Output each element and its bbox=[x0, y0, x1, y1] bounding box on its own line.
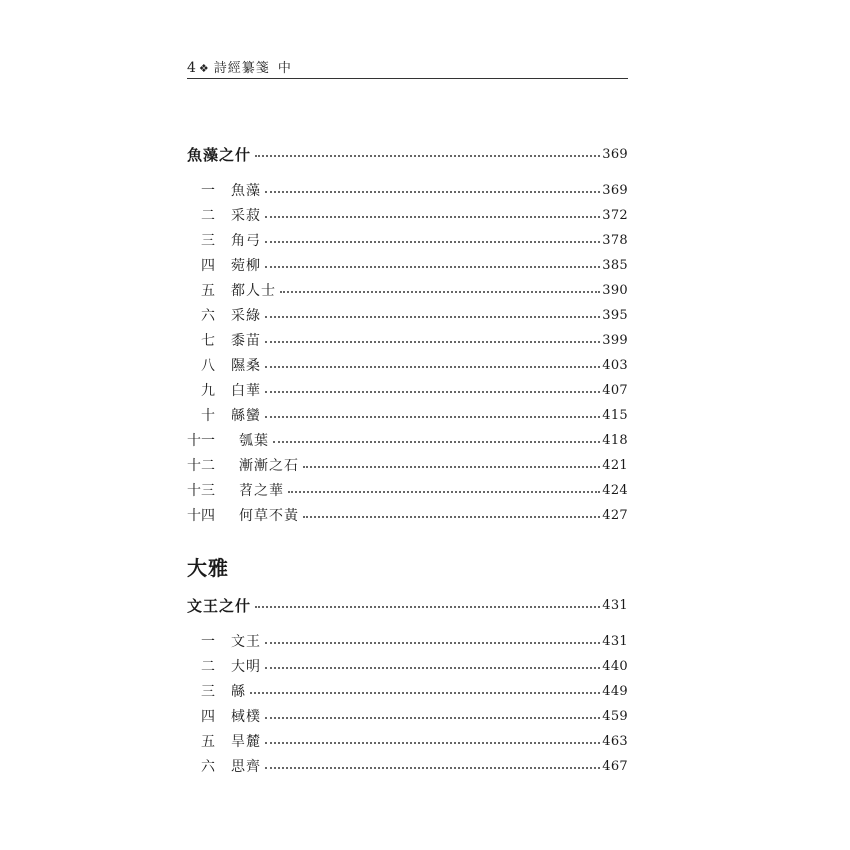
entry-page: 431 bbox=[602, 633, 628, 649]
leader-dots bbox=[303, 466, 600, 468]
leader-dots bbox=[265, 391, 600, 393]
entry-title: 棫樸 bbox=[231, 709, 261, 725]
entry-page: 378 bbox=[602, 232, 628, 248]
leader-dots bbox=[250, 692, 600, 694]
entry-number: 二 bbox=[201, 208, 215, 224]
toc-entry[interactable] bbox=[187, 479, 628, 501]
entry-number: 二 bbox=[201, 659, 215, 675]
entry-title: 白華 bbox=[231, 383, 261, 399]
toc-entry[interactable] bbox=[187, 705, 628, 727]
leader-dots bbox=[265, 717, 600, 719]
toc-entry[interactable] bbox=[187, 304, 628, 326]
entry-number: 九 bbox=[201, 383, 215, 399]
leader-dots bbox=[280, 291, 600, 293]
entry-number: 十一 bbox=[187, 433, 215, 449]
entry-page: 399 bbox=[602, 332, 628, 348]
toc-entry[interactable] bbox=[187, 429, 628, 451]
entry-page: 385 bbox=[602, 257, 628, 273]
volume-label: 中 bbox=[277, 61, 292, 76]
entry-title: 漸漸之石 bbox=[239, 458, 299, 474]
section-page: 369 bbox=[602, 146, 628, 162]
toc-entry[interactable] bbox=[187, 254, 628, 276]
entry-title: 文王 bbox=[231, 634, 261, 650]
entry-page: 421 bbox=[602, 457, 628, 473]
entry-title: 大明 bbox=[231, 659, 261, 675]
running-header bbox=[187, 56, 628, 76]
entry-page: 463 bbox=[602, 733, 628, 749]
leader-dots bbox=[255, 155, 600, 157]
leader-dots bbox=[265, 191, 600, 193]
entry-page: 424 bbox=[602, 482, 628, 498]
leader-dots bbox=[265, 416, 600, 418]
entry-page: 390 bbox=[602, 282, 628, 298]
leader-dots bbox=[265, 241, 600, 243]
entry-number: 十四 bbox=[187, 508, 215, 524]
leader-dots bbox=[265, 316, 600, 318]
toc-entry[interactable] bbox=[187, 630, 628, 652]
leader-dots bbox=[255, 606, 600, 608]
entry-number: 十二 bbox=[187, 458, 215, 474]
section-heading[interactable] bbox=[187, 594, 628, 616]
entry-title: 思齊 bbox=[231, 759, 261, 775]
entry-page: 418 bbox=[602, 432, 628, 448]
entry-title: 緜 bbox=[231, 684, 246, 700]
entry-number: 一 bbox=[201, 634, 215, 650]
toc-entry[interactable] bbox=[187, 279, 628, 301]
ornament-icon: ❖ bbox=[198, 62, 210, 75]
entry-title: 瓠葉 bbox=[239, 433, 269, 449]
entry-page: 407 bbox=[602, 382, 628, 398]
toc-entry[interactable] bbox=[187, 229, 628, 251]
entry-page: 395 bbox=[602, 307, 628, 323]
entry-title: 隰桑 bbox=[231, 358, 261, 374]
toc-entry[interactable] bbox=[187, 404, 628, 426]
part-title: 大雅 bbox=[187, 556, 229, 580]
section-heading[interactable] bbox=[187, 143, 628, 165]
toc-entry[interactable] bbox=[187, 730, 628, 752]
entry-page: 467 bbox=[602, 758, 628, 774]
book-title: 詩經纂箋 bbox=[213, 61, 270, 76]
entry-title: 旱麓 bbox=[231, 734, 261, 750]
entry-page: 415 bbox=[602, 407, 628, 423]
entry-page: 440 bbox=[602, 658, 628, 674]
entry-title: 角弓 bbox=[231, 233, 261, 249]
leader-dots bbox=[265, 341, 600, 343]
leader-dots bbox=[265, 767, 600, 769]
leader-dots bbox=[265, 366, 600, 368]
toc-entry[interactable] bbox=[187, 504, 628, 526]
entry-title: 魚藻 bbox=[231, 183, 261, 199]
entry-number: 五 bbox=[201, 283, 215, 299]
section-title: 文王之什 bbox=[187, 596, 252, 615]
entry-title: 采綠 bbox=[231, 308, 261, 324]
entry-title: 何草不黃 bbox=[239, 508, 299, 524]
entry-number: 五 bbox=[201, 734, 215, 750]
toc-entry[interactable] bbox=[187, 329, 628, 351]
leader-dots bbox=[303, 516, 600, 518]
entry-title: 都人士 bbox=[231, 283, 276, 299]
entry-title: 緜蠻 bbox=[231, 408, 261, 424]
entry-title: 苕之華 bbox=[239, 483, 284, 499]
entry-page: 459 bbox=[602, 708, 628, 724]
entry-number: 六 bbox=[201, 759, 215, 775]
toc-entry[interactable] bbox=[187, 379, 628, 401]
header-rule bbox=[187, 78, 628, 79]
leader-dots bbox=[288, 491, 600, 493]
toc-entry[interactable] bbox=[187, 680, 628, 702]
entry-page: 449 bbox=[602, 683, 628, 699]
toc-entry[interactable] bbox=[187, 354, 628, 376]
toc-entry[interactable] bbox=[187, 655, 628, 677]
entry-number: 四 bbox=[201, 258, 215, 274]
entry-number: 十 bbox=[201, 408, 215, 424]
entry-page: 372 bbox=[602, 207, 628, 223]
entry-page: 427 bbox=[602, 507, 628, 523]
leader-dots bbox=[265, 642, 600, 644]
toc-entry[interactable] bbox=[187, 755, 628, 777]
entry-title: 黍苗 bbox=[231, 333, 261, 349]
leader-dots bbox=[265, 742, 600, 744]
entry-number: 四 bbox=[201, 709, 215, 725]
entry-title: 菀柳 bbox=[231, 258, 261, 274]
leader-dots bbox=[265, 216, 600, 218]
entry-page: 403 bbox=[602, 357, 628, 373]
section-page: 431 bbox=[602, 597, 628, 613]
toc-entry[interactable] bbox=[187, 454, 628, 476]
entry-number: 三 bbox=[201, 233, 215, 249]
entry-number: 七 bbox=[201, 333, 215, 349]
entry-page: 369 bbox=[602, 182, 628, 198]
leader-dots bbox=[265, 266, 600, 268]
leader-dots bbox=[265, 667, 600, 669]
entry-title: 采菽 bbox=[231, 208, 261, 224]
entry-number: 三 bbox=[201, 684, 215, 700]
leader-dots bbox=[273, 441, 600, 443]
entry-number: 一 bbox=[201, 183, 215, 199]
entry-number: 六 bbox=[201, 308, 215, 324]
toc-entry[interactable] bbox=[187, 179, 628, 201]
entry-number: 八 bbox=[201, 358, 215, 374]
section-title: 魚藻之什 bbox=[187, 145, 252, 164]
entry-number: 十三 bbox=[187, 483, 215, 499]
page-number: 4 bbox=[187, 60, 197, 76]
toc-entry[interactable] bbox=[187, 204, 628, 226]
